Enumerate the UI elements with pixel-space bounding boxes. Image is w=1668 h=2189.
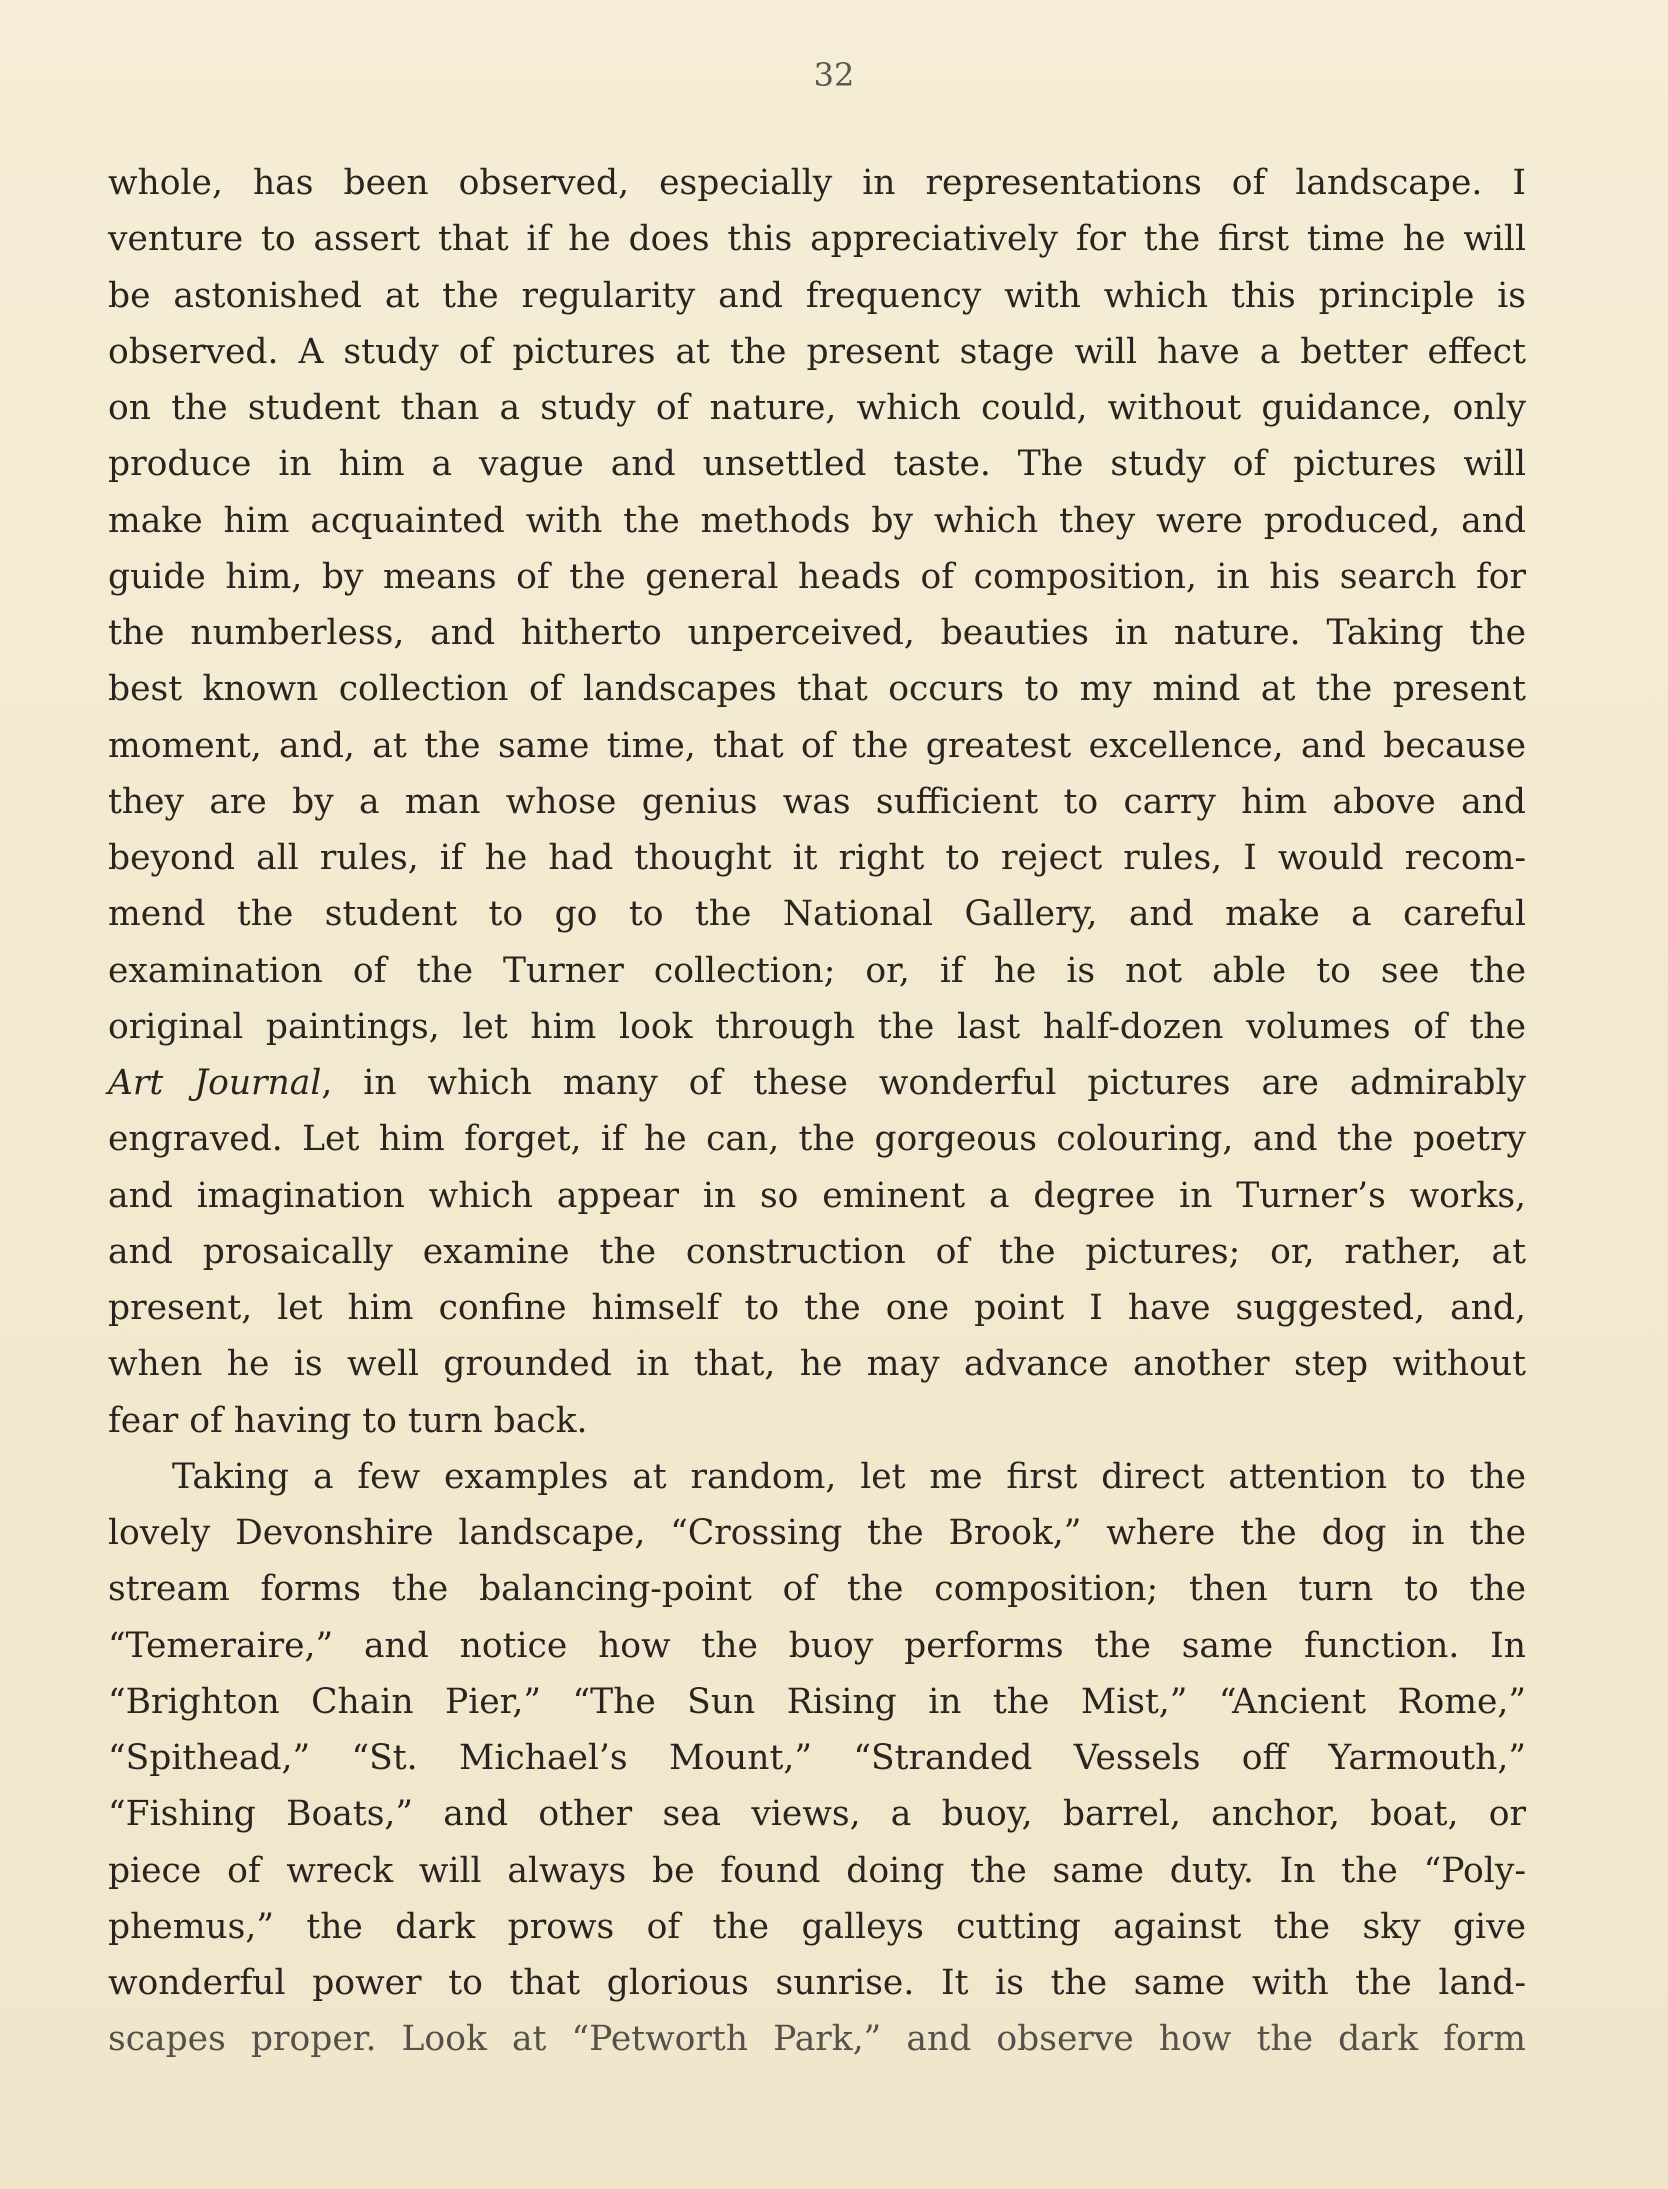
text-line: produce in him a vague and unsettled taste. The study of pictures will [108,444,1526,485]
text-fragment: , in which many of these wonderful pictures are admirably [321,1063,1526,1103]
text-line: observed. A study of pictures at the present stage will have a better effect [108,331,1526,372]
text-line: “Fishing Boats,” and other sea views, a buoy, barrel, anchor, boat, or [108,1794,1526,1835]
text-line: when he is well grounded in that, he may advance another step without [108,1344,1526,1385]
text-line: engraved. Let him forget, if he can, the gorgeous colouring, and the poetry [108,1119,1526,1160]
text-line: “Brighton Chain Pier,” “The Sun Rising in the Mist,” “Ancient Rome,” [108,1681,1526,1722]
text-line: stream forms the balancing-point of the composition; then turn to the [108,1569,1526,1610]
text-line: present, let him confine himself to the one point I have suggested, and, [108,1288,1526,1328]
text-line: “Temeraire,” and notice how the buoy performs the same function. In [108,1625,1526,1666]
text-line: beyond all rules, if he had thought it right to reject rules, I would recom- [108,838,1526,878]
page-number: 32 [813,56,855,94]
journal-title: Art Journal [108,1063,322,1103]
text-line-paragraph-end: fear of having to turn back. [108,1400,588,1441]
text-line: best known collection of landscapes that occurs to my mind at the present [108,669,1526,710]
text-line: and prosaically examine the construction of the pictures; or, rather, at [108,1231,1526,1272]
text-line: and imagination which appear in so eminent a degree in Turner’s works, [108,1175,1526,1216]
text-line: original paintings, let him look through the last half-dozen volumes of the [108,1006,1526,1047]
text-line: moment, and, at the same time, that of the greatest excellence, and because [108,725,1526,766]
body-text [108,155,1526,2068]
text-line: they are by a man whose genius was sufficient to carry him above and [108,781,1526,822]
text-line: “Spithead,” “St. Michael’s Mount,” “Stranded Vessels off Yarmouth,” [108,1738,1526,1778]
text-line: whole, has been observed, especially in representations of landscape. I [108,163,1526,203]
text-line: scapes proper. Look at “Petworth Park,” and observe how the dark form [108,2019,1526,2060]
text-line: guide him, by means of the general heads of composition, in his search for [108,556,1526,597]
text-line: lovely Devonshire landscape, “Crossing the Brook,” where the dog in the [108,1513,1526,1553]
text-line: venture to assert that if he does this appreciatively for the first time he will [108,219,1526,260]
text-line: piece of wreck will always be found doing the same duty. In the “Poly- [108,1850,1526,1891]
text-line: examination of the Turner collection; or, if he is not able to see the [108,950,1526,991]
text-line: on the student than a study of nature, which could, without guidance, only [108,388,1526,428]
text-line: be astonished at the regularity and frequency with which this principle is [108,275,1526,316]
text-line-italic-title [108,1055,1526,1111]
text-line: make him acquainted with the methods by which they were produced, and [108,500,1526,541]
text-line: phemus,” the dark prows of the galleys cutting against the sky give [108,1906,1526,1947]
text-line: mend the student to go to the National Gallery, and make a careful [108,894,1526,935]
text-line: wonderful power to that glorious sunrise. It is the same with the land- [108,1963,1526,2003]
text-line: the numberless, and hitherto unperceived, beauties in nature. Taking the [108,613,1526,653]
text-line-paragraph-start: Taking a few examples at random, let me first direct attention to the [172,1456,1526,1497]
